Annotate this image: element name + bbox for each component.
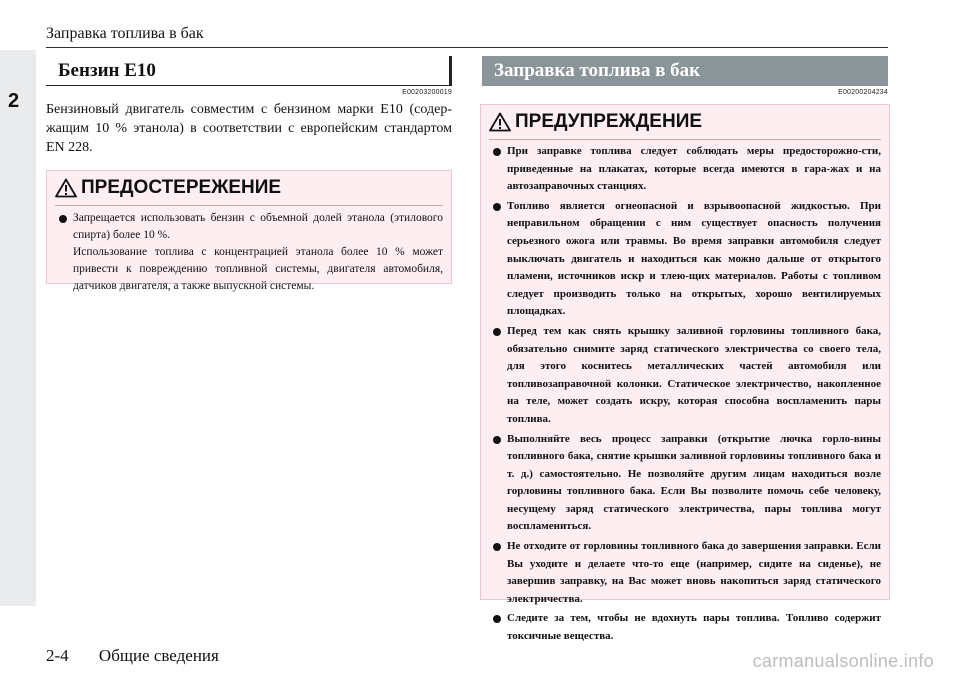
bullet-icon	[59, 215, 67, 223]
bullet-icon	[493, 615, 501, 623]
warning-item-text: Не отходите от горловины топливного бака до завершения заправки. Если Вы уходите и делаете что-то еще (например, сидите на сиденье), не завершив заправку, на Вас может вновь накопиться заряд статического электричества.	[507, 540, 881, 605]
chapter-number: 2	[8, 90, 20, 112]
page-footer	[46, 646, 245, 666]
section-code-left: E00203200019	[402, 89, 452, 96]
section-title-e10: Бензин E10	[46, 56, 452, 86]
warning-triangle-icon	[55, 178, 77, 198]
warning-item	[491, 143, 881, 196]
bullet-icon	[493, 543, 501, 551]
bullet-icon	[493, 203, 501, 211]
chapter-tab	[0, 50, 36, 606]
warning-header	[489, 111, 889, 133]
warning-item	[491, 431, 881, 537]
caution-box	[46, 170, 452, 292]
bullet-icon	[493, 328, 501, 336]
caution-title: ПРЕДОСТЕРЕЖЕНИЕ	[81, 177, 282, 198]
warning-item	[491, 610, 881, 645]
warning-item-text: Выполняйте весь процесс заправки (открытие лючка горло-вины топливного бака, снятие крышки заливной горловины топливного бака и т. д.) самостоятельно. Не позволяйте другим лицам находиться возле горловины топливного бака. Если Вы позволите помочь себе человеку, несущему заряд статического электричества, пары топлива могут воспламениться.	[507, 432, 881, 533]
section-title-refuel: Заправка топлива в бак	[482, 56, 888, 86]
caution-item	[57, 210, 443, 295]
warning-item-text: Перед тем как снять крышку заливной горловины топливного бака, обязательно снимите заряд статического электричества со своего тела, для этого коснитесь металлических частей автомобиля или топливозаправочной колонки. Статическое электричество, накопленное на теле, может создать искру, которая способна воспламенить пары топлива.	[507, 324, 881, 425]
warning-title: ПРЕДУПРЕЖДЕНИЕ	[515, 111, 703, 132]
warning-item	[491, 198, 881, 321]
e10-paragraph: Бензиновый двигатель совместим с бензином марки E10 (содер-жащим 10 % этанола) в соответствии с европейским стандартом EN 228.	[46, 102, 452, 155]
warning-item	[491, 538, 881, 608]
caution-item-line2: Использование топлива с концентрацией этанола более 10 % может привести к повреждению топливной системы, двигателя автомобиля, датчиков двигателя, а также выпускной системы.	[73, 246, 443, 292]
warning-item-text: Топливо является огнеопасной и взрывоопасной жидкостью. При неправильном обращении с ним существует опасность получения серьезного ожога или травмы. Во время заправки автомобиля следует выключать двигатель и находиться как можно дальше от открытого пламени, источников искр и тлею-щих материалов. Работы с топливом следует производить только на открытых, хорошо вентилируемых площадках.	[507, 199, 881, 318]
caution-header	[55, 177, 451, 199]
warning-triangle-icon	[489, 112, 511, 132]
running-header: Заправка топлива в бак	[46, 25, 204, 42]
warning-item-text: При заправке топлива следует соблюдать меры предосторожно-сти, приведенные на плакатах, которые всегда имеются в гара-жах и на автозаправочных станциях.	[507, 145, 881, 193]
caution-divider	[55, 205, 443, 206]
page-number: 2-4	[46, 646, 69, 665]
warning-item-text: Следите за тем, чтобы не вдохнуть пары топлива. Топливо содержит токсичные вещества.	[507, 612, 881, 643]
bullet-icon	[493, 148, 501, 156]
caution-item-line1: Запрещается использовать бензин с объемной долей этанола (этилового спирта) более 10 %.	[73, 212, 443, 241]
watermark: carmanualsonline.info	[752, 651, 934, 671]
header-divider	[46, 47, 888, 48]
bullet-icon	[493, 436, 501, 444]
section-code-right: E00200204234	[838, 89, 888, 96]
warning-divider	[489, 139, 881, 140]
warning-box	[480, 104, 890, 643]
warning-item	[491, 323, 881, 429]
footer-chapter: Общие сведения	[98, 646, 219, 665]
